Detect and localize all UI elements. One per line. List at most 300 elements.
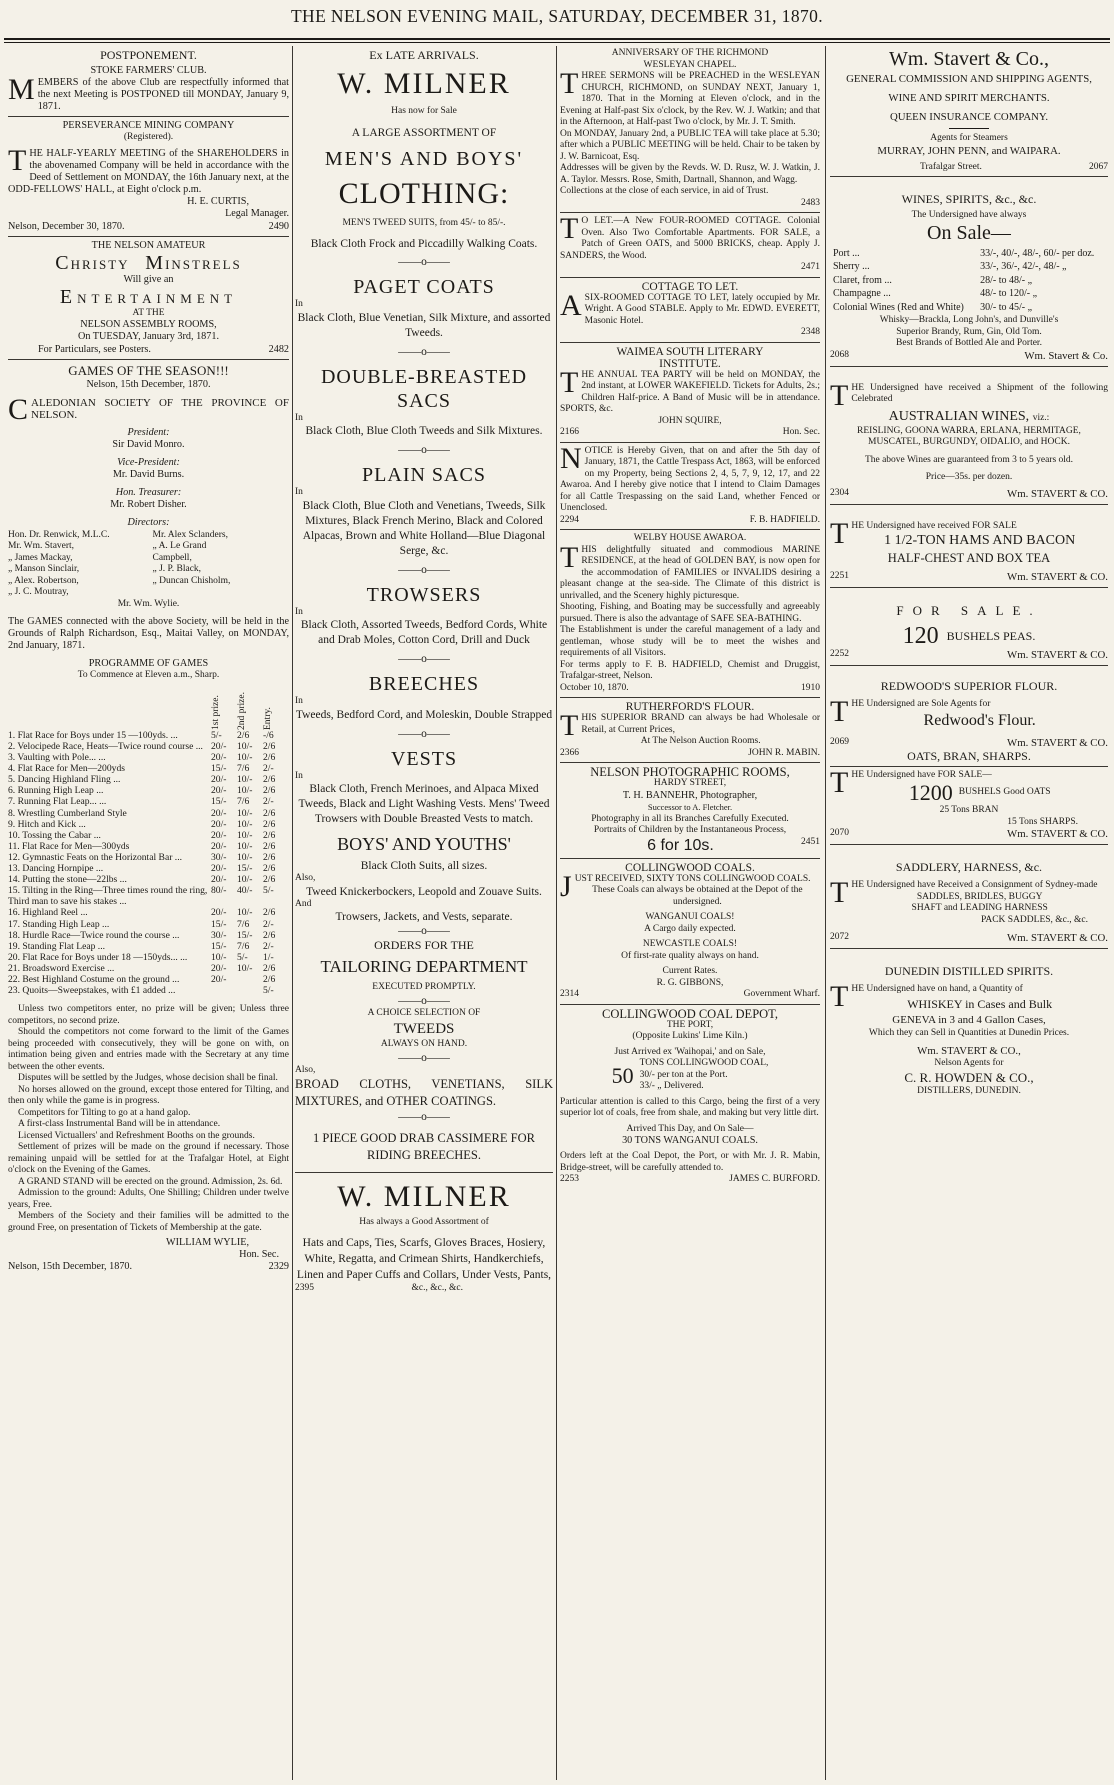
ad-line: Best Brands of Bottled Ale and Porter. [896,338,1042,348]
ad-line: Agents for Steamers [930,133,1008,143]
table-row [8,830,289,841]
heading-word: NTERTAINMENT [77,290,238,306]
table-row [8,919,289,930]
ad-title: POSTPONEMENT. [100,48,197,62]
column-rule [825,46,826,1780]
section-heading: VESTS [390,747,458,770]
ad-line: At The Nelson Auction Rooms. [640,736,761,747]
drop-cap: N [560,441,582,475]
prize-cell: 2/6 [263,741,276,752]
section-body: Black Cloth, Assorted Tweeds, Bedford Cords, White and Drab Moles, Cotton Cord, Drill and Duck [300,619,548,646]
ad-line: 33/- „ Delivered. [639,1081,704,1092]
event-name: 12. Gymnastic Feats on the Horizontal Bar ... [8,851,182,863]
prize-cell: 5/- [263,885,274,897]
prize-cell: 2/- [263,763,274,775]
column-rule [556,46,557,1780]
ad-line: BUSHELS Good OATS [958,787,1051,798]
director-name: „ J. C. Moutray, [8,587,69,598]
prize-cell: 80/- [211,885,227,897]
ad-line: &c., &c., &c. [411,1282,463,1293]
officer-label: President: [127,426,170,438]
prize-cell [211,985,237,996]
drop-cap: T [830,980,849,1013]
price: 6 for 10s. [647,836,714,854]
prize-cell: 10/- [237,851,253,863]
rule-paragraph: Disputes will be settled by the Judges, whose decision shall be final. [18,1073,278,1084]
event-name: 2. Velocipede Race, Heats—Twice round course ... [8,741,203,752]
prize-cell: 5/- [211,729,222,741]
drop-cap: T [830,765,849,799]
signature-role: Government Wharf. [743,989,820,1000]
prize-cell: 10/- [237,741,253,752]
divider: ——o—— [398,1111,450,1123]
ad-title: PERSEVERANCE MINING COMPANY [62,120,235,132]
ad-line: MEN'S TWEED SUITS, from 45/- to 85/-. [342,217,506,228]
ad-line: Trafalgar Street. [920,161,982,172]
ad-line: ORDERS FOR THE [374,938,474,952]
ad-line: HARDY STREET, [653,778,727,789]
initial: E [59,285,78,308]
ad-line: Of first-rate quality always on hand. [621,950,759,961]
saddlery-ad [830,844,1108,945]
signature: H. E. CURTIS, [187,196,249,208]
rule-paragraph: Members of the Society and their families will be admitted to the ground Free, on presentation of Tickets of Membership at the gate. [8,1211,289,1233]
society-name: ALEDONIAN SOCIETY OF THE PROVINCE OF NELSON. [31,396,289,421]
section-heading: CLOTHING: [338,176,510,210]
ad-line: BUSHELS PEAS. [946,628,1036,643]
section-heading: DOUBLE-BREASTED SACS [320,365,528,412]
ad-line: Arrived This Day, and On Sale— [626,1123,754,1134]
ad-body: Collections at the close of each service, in aid of Trust. [560,186,769,196]
prize-cell: 20/- [211,863,227,875]
ad-line: WHISKEY in Cases and Bulk [907,996,1053,1011]
ad-subtitle: (Registered). [123,132,174,143]
section-body: Black Cloth, French Merinoes, and Alpaca Mixed Tweeds, Black and Light Washing Vests. Mens' Tweed Trowsers with Double Breasted Vests to match. [298,783,550,825]
prize-cell: 10/- [211,951,227,963]
australian-wines-ad [830,366,1108,501]
section-heading: TAILORING DEPARTMENT [320,957,528,976]
initial: C [55,251,71,274]
ad-body: HREE SERMONS will be PREACHED in the WESLEYAN CHURCH, RICHMOND, on SUNDAY NEXT, January 1, 1870. That in the Morning at Eleven o'clock, and in the Evening at Half-past Six o'clock, by the Rev. W. J. Watkin; and that in the Afternoon, at Half-past Two o'clock, by Mr. J. T. Smith. [560,71,820,127]
prize-cell: 2/6 [263,863,276,875]
signature: Wm. STAVERT & CO. [1007,736,1108,749]
drop-cap: T [560,67,579,100]
ad-title: DUNEDIN DISTILLED SPIRITS. [884,964,1054,978]
ad-line: 1 PIECE GOOD DRAB CASSIMERE FOR RIDING BREECHES. [313,1131,535,1162]
ad-body: HE Undersigned have received FOR SALE [851,520,1017,531]
ad-line: 30 TONS WANGANUI COALS. [622,1135,758,1147]
table-row [8,963,289,974]
signature: Wm. STAVERT & CO. [1007,649,1108,661]
prize-cell: 10/- [237,785,253,797]
prize-cell: 20/- [211,840,227,852]
ad-line: NEWCASTLE COALS! [642,939,738,950]
column-2 [295,48,553,1778]
prize-cell: 2/- [263,796,274,808]
ad-body: HE Undersigned have FOR SALE— [851,769,992,780]
table-row [8,907,289,918]
ad-title: RUTHERFORD'S FLOUR. [625,701,755,714]
ad-heading: Redwood's Flour. [923,711,1036,729]
event-name: 7. Running Flat Leap... ... [8,796,107,808]
ad-number: 2348 [801,327,820,338]
ad-line: And [295,898,312,909]
signature: Wm. STAVERT & CO. [1007,487,1108,500]
ad-body: HE Undersigned are Sole Agents for [851,699,991,709]
oats-ad [830,766,1108,842]
anniversary-ad [560,48,820,209]
director-name: „ Duncan Chisholm, [152,575,231,586]
ad-number: 2067 [1089,161,1108,172]
prize-cell: 30/- [211,851,227,863]
merchant-name: W. MILNER [337,67,511,100]
wine-name: Claret, from ... [833,274,892,286]
ad-line: Hats and Caps, Ties, Scarfs, Gloves Braces, Hosiery, White, Regatta, and Crimean Shirts, Handkerchiefs, Linen and Paper Cuffs and Collars, Under Vests, Pants, [296,1236,552,1281]
ad-line: Also, [295,1064,316,1075]
drop-cap: T [560,709,579,743]
section-heading: BOYS' AND YOUTHS' [337,834,511,854]
table-row [8,841,289,852]
wine-list: REISLING, GOONA WARRA, ERLANA, HERMITAGE, MUSCATEL, BURGUNDY, OIDALIO, and HOCK. [857,425,1081,447]
prize-cell: 20/- [211,829,227,841]
ad-line: Price—35s. per dozen. [925,472,1013,482]
prize-cell: 2/6 [237,729,250,741]
ad-line: MURRAY, JOHN PENN, and WAIPARA. [877,144,1061,157]
drop-cap: T [8,143,27,177]
initial: M [145,251,166,274]
ad-line: NELSON ASSEMBLY ROOMS, [80,319,217,331]
officer-name: Mr. Robert Disher. [110,499,187,511]
drop-cap: T [830,516,849,550]
heading-word: HRISTY [70,256,130,272]
prize-cell: 20/- [211,785,227,797]
prize-cell: 10/- [237,874,253,886]
signature: Wm. Stavert & Co. [1024,349,1108,362]
quantity: 1200 [908,780,953,805]
ad-body: These Coals can always be obtained at the Depot of the undersigned. [592,885,803,907]
table-row [8,730,289,741]
ad-line: Has now for Sale [391,106,457,116]
games-ad [8,359,289,1274]
ad-line: 25 Tons BRAN [939,805,999,815]
ad-line: Successor to A. Fletcher. [647,802,733,813]
signature: F. B. HADFIELD. [749,514,820,525]
signature-role: Hon. Sec. [239,1249,279,1261]
ad-line: In [295,412,303,423]
ad-number: 2251 [830,571,849,581]
to-let-ad [560,212,820,274]
table-row [8,985,289,996]
table-row [8,930,289,941]
event-name: 19. Standing Flat Leap ... [8,940,105,952]
ad-title: COTTAGE TO LET. [641,280,739,293]
signature: R. G. GIBBONS, [656,977,724,988]
prize-cell: 20/- [211,774,227,786]
divider: ——o—— [398,994,450,1007]
prize-cell: 2/6 [263,807,276,819]
prize-cell: 15/- [237,863,253,875]
heading-word: INSTRELS [165,256,242,272]
signature: Wm. STAVERT & CO. [1007,932,1108,944]
director-name: Hon. Dr. Renwick, M.L.C. [8,529,110,540]
event-name: 1. Flat Race for Boys under 15 —100yds. ... [8,729,178,741]
table-row [8,885,289,907]
table-row [832,302,1106,314]
ad-line: EXECUTED PROMPTLY. [372,982,476,992]
rule-paragraph: Licensed Victuallers' and Refreshment Booths on the grounds. [18,1130,255,1141]
officer-label: Directors: [127,517,170,529]
ad-number: 2366 [560,747,579,758]
stavert-agents-ad [830,48,1108,173]
column-header: 2nd prize. [237,691,247,730]
prize-cell: 2/6 [263,929,276,941]
table-row [8,819,289,830]
ad-line: THE PORT, [666,1019,714,1030]
event-name: 23. Quoits—Sweepstakes, with £1 added ... [8,985,176,997]
ad-number: 2304 [830,487,849,498]
rule-paragraph: Competitors for Tilting to go at a hand galop. [18,1107,191,1118]
prize-cell: 20/- [211,907,227,919]
ad-line: GENEVA in 3 and 4 Gallon Cases, [892,1013,1046,1026]
ad-line: Current Rates. [662,966,718,977]
ad-line: In [295,487,303,497]
event-name: 18. Hurdle Race—Twice round the course ... [8,929,180,941]
prize-cell: 20/- [211,818,227,830]
ad-line: TONS COLLINGWOOD COAL, [639,1058,769,1069]
ad-line: The Undersigned have always [911,210,1027,220]
table-row [8,863,289,874]
prize-cell: 2/- [263,940,274,952]
section-heading: PLAIN SACS [362,464,486,486]
signature: Wm. STAVERT & CO. [1007,571,1108,583]
ad-line: GENERAL COMMISSION AND SHIPPING AGENTS, [846,73,1092,85]
ad-line: SHAFT and LEADING HARNESS [911,903,1048,913]
section-body: Black Cloth, Blue Venetian, Silk Mixture, and assorted Tweeds. [297,311,551,339]
signature-role: Nelson Agents for [934,1058,1004,1068]
redwood-flour-ad [830,665,1108,763]
ad-body: The Establishment is under the careful management of a lady and gentleman, whose study will be to meet the wishes and requirements of all Visitors. [560,625,820,659]
wine-name: Sherry ... [833,261,870,272]
ad-line: Tweed Knickerbockers, Leopold and Zouave Suits. [306,885,542,898]
prize-cell: 2/6 [263,829,276,841]
ad-body: HIS SUPERIOR BRAND can always be had Wholesale or Retail, at Current Prices, [581,713,820,735]
event-name: 3. Vaulting with Pole... ... [8,752,106,764]
prize-cell: 10/- [237,807,253,819]
section-heading: TROWSERS [366,583,482,606]
ad-line: Superior Brandy, Rum, Gin, Old Tom. [896,326,1042,337]
director-name: „ Alex. Robertson, [8,575,79,586]
section-heading: TWEEDS [393,1021,455,1037]
ad-number: 2069 [830,736,849,747]
ad-title: WESLEYAN CHAPEL. [643,59,737,70]
officer-name: Mr. David Burns. [112,469,185,481]
welby-house-ad [560,529,820,694]
divider: ——o—— [398,256,450,268]
prize-cell: 15/- [237,929,253,941]
divider: ——o—— [398,444,450,456]
column-4 [830,48,1108,1778]
ad-subtitle: STOKE FARMERS' CLUB. [90,65,207,76]
prize-cell: 20/- [211,962,227,974]
ad-line: AT THE [132,307,165,318]
ad-title: WINES, SPIRITS, &c., &c. [901,192,1037,206]
divider: ——o—— [398,1051,450,1064]
director-name: „ James Mackay, [8,552,73,563]
column-rule [292,46,293,1780]
prize-cell: 7/6 [237,796,250,808]
ad-number: 2252 [830,649,849,659]
prize-cell: 40/- [237,885,253,897]
ad-body: Addresses will be given by the Revds. W. D. Rusz, W. J. Watkin, J. A. Taylor. Messrs. Rose, Smith, Dartnall, Shannon, and Wagg. [560,163,820,185]
ad-line: In [295,770,303,781]
table-row [8,852,289,863]
drop-cap: T [560,365,579,399]
prize-cell: 2/6 [263,874,276,886]
prize-cell: 1/- [263,951,274,963]
table-row [8,785,289,796]
prize-cell: 10/- [237,907,253,919]
ad-line: A Cargo daily expected. [644,923,736,934]
table-row [8,774,289,785]
prize-cell: 2/6 [263,851,276,863]
ad-line: QUEEN INSURANCE COMPANY. [889,111,1049,123]
ad-line: Just Arrived ex 'Waihopai,' and on Sale, [614,1046,766,1057]
event-name: 22. Best Highland Costume on the ground ... [8,973,180,985]
ad-title: WAIMEA SOUTH LITERARY [616,345,764,358]
officer-name: Mr. Wm. Wylie. [117,598,180,609]
masthead-rule-bottom [4,42,1110,43]
wine-price: 28/- to 48/- „ [980,274,1033,286]
programme-subtitle: To Commence at Eleven a.m., Sharp. [77,670,220,681]
wine-price: 30/- to 45/- „ [980,301,1033,313]
prize-cell: 2/6 [263,973,276,985]
ad-number: 2314 [560,989,579,1000]
ad-number: 2166 [560,427,579,438]
drop-cap: T [560,212,579,245]
ad-heading: AUSTRALIAN WINES, [888,408,1030,424]
signature: WILLIAM WYLIE, [166,1237,249,1249]
rule-paragraph: Admission to the ground: Adults, One Shilling; Children under twelve years, Free. [8,1188,289,1210]
event-name: 20. Flat Race for Boys under 18 —150yds... ... [8,951,188,963]
event-name: 4. Flat Race for Men—200yds [8,763,125,775]
event-name: 5. Dancing Highland Fling ... [8,774,121,786]
peas-ad [830,587,1108,662]
ad-number: 2253 [560,1174,579,1185]
event-name: 21. Broadsword Exercise ... [8,962,115,974]
prize-cell: 20/- [211,741,227,752]
ad-line: Portraits of Children by the Instantaneous Process, [593,825,787,836]
director-name: „ J. P. Black, [152,564,202,575]
ad-heading: C. R. HOWDEN & CO., [904,1069,1034,1085]
ad-date: Nelson, December 30, 1870. [8,220,125,232]
prize-cell: 10/- [237,962,253,974]
prize-cell: 30/- [211,929,227,941]
rule-paragraph: Unless two competitors enter, no prize will be given; Unless three competitors, no second prize. [8,1004,289,1026]
ad-line: In [295,299,303,309]
director-name: Mr. Wm. Stavert, [8,541,75,552]
prize-cell: 5/- [237,951,248,963]
prize-cell: 10/- [237,829,253,841]
ad-number: 2070 [830,828,849,838]
table-row [8,941,289,952]
cottage-ad [560,277,820,339]
ad-title: COLLINGWOOD COAL DEPOT, [601,1006,779,1021]
drop-cap: M [8,73,35,107]
ad-number: 2483 [801,197,820,208]
divider: ——o—— [398,345,450,358]
dunedin-spirits-ad [830,948,1108,1097]
ad-heading: HALF-CHEST AND BOX TEA [887,551,1051,565]
prize-cell: 2/6 [263,907,276,919]
ad-line: OATS, BRAN, SHARPS. [907,748,1031,763]
prize-cell: 7/6 [237,918,250,930]
officer-label: Hon. Treasurer: [115,487,182,499]
event-name: 8. Wrestling Cumberland Style [8,807,127,819]
prize-cell: 5/- [263,985,274,997]
ad-number: 2068 [830,349,849,360]
ad-body: HE Undersigned have on hand, a Quantity of [851,984,1023,994]
postponement-ad [8,48,289,113]
table-row [8,763,289,774]
signature-role: Hon. Sec. [782,427,820,438]
ad-title: REDWOOD'S SUPERIOR FLOUR. [880,679,1058,693]
ad-line: On TUESDAY, January 3rd, 1871. [77,331,220,343]
games-intro: The GAMES connected with the above Society, will be held in the Grounds of Ralph Richardson, Esq., Maitai Valley, on MONDAY, 2nd January, 1871. [8,616,289,652]
prize-cell: 2/6 [263,785,276,797]
column-header: 1st prize. [211,695,221,730]
masthead: THE NELSON EVENING MAIL, SATURDAY, DECEMBER 31, 1870. [290,6,824,26]
christy-minstrels-ad [8,236,289,356]
prize-cell: 10/- [237,840,253,852]
ad-line: 30/- per ton at the Port. [639,1069,728,1080]
ad-number: 2482 [268,343,289,355]
prize-cell: 10/- [237,818,253,830]
director-name: Campbell, [152,552,192,563]
ad-line: In [295,696,303,706]
prize-cell: 20/- [211,973,227,985]
merchant-name: Wm. Stavert & Co., [889,48,1049,70]
ad-number: 1910 [801,682,820,693]
wine-price: 33/-, 36/-, 42/-, 48/- „ [980,261,1067,272]
wine-name: Port ... [833,247,860,259]
event-name: 9. Hitch and Kick ... [8,818,86,830]
ad-heading: 1 1/2-TON HAMS AND BACON [884,533,1076,548]
ad-subtitle: Nelson, 15th December, 1870. [86,378,211,390]
section-body: Black Cloth, Blue Cloth Tweeds and Silk Mixtures. [305,425,543,437]
table-row [832,288,1106,300]
prize-cell: 15/- [211,796,227,808]
directors-list [8,530,289,599]
prize-cell: 2/6 [263,818,276,830]
mining-ad [8,116,289,232]
ad-line: For Particulars, see Posters. [38,343,151,355]
section-body: Black Cloth, Blue Cloth and Venetians, Tweeds, Silk Mixtures, Black French Merino, Black and Colored Alpacas, Brown and White Holland—Blue Diagonal Serge, &c. [302,499,546,557]
ad-body: HE HALF-YEARLY MEETING of the SHAREHOLDERS in the abovenamed Company will be held in accordance with the Deed of Settlement on MONDAY, the 16th January next, at the ODD-FELLOWS' HALL, at Eight o'clock p.m. [8,147,289,196]
ad-body: Orders left at the Coal Depot, the Port, or with Mr. J. R. Mabin, Bridge-street, will be carefully attended to. [560,1151,820,1173]
ad-line: A CHOICE SELECTION OF [367,1007,481,1018]
ad-line: Black Cloth Suits, all sizes. [360,860,488,872]
table-row [8,796,289,807]
ad-number: 2294 [560,514,579,525]
event-name: 6. Running High Leap ... [8,785,104,797]
table-row [8,874,289,885]
coal-depot-ad [560,1004,820,1186]
ad-body: On MONDAY, January 2nd, a PUBLIC TEA will take place at 5.30; after which a PUBLIC MEETING will be held. Chair to be taken by J. W. Barnicoat, Esq. [560,128,820,162]
director-name: „ Manson Sinclair, [8,564,80,575]
waimea-ad [560,342,820,439]
ad-number: 2395 [295,1282,314,1293]
ad-title: INSTITUTE. [659,357,721,370]
